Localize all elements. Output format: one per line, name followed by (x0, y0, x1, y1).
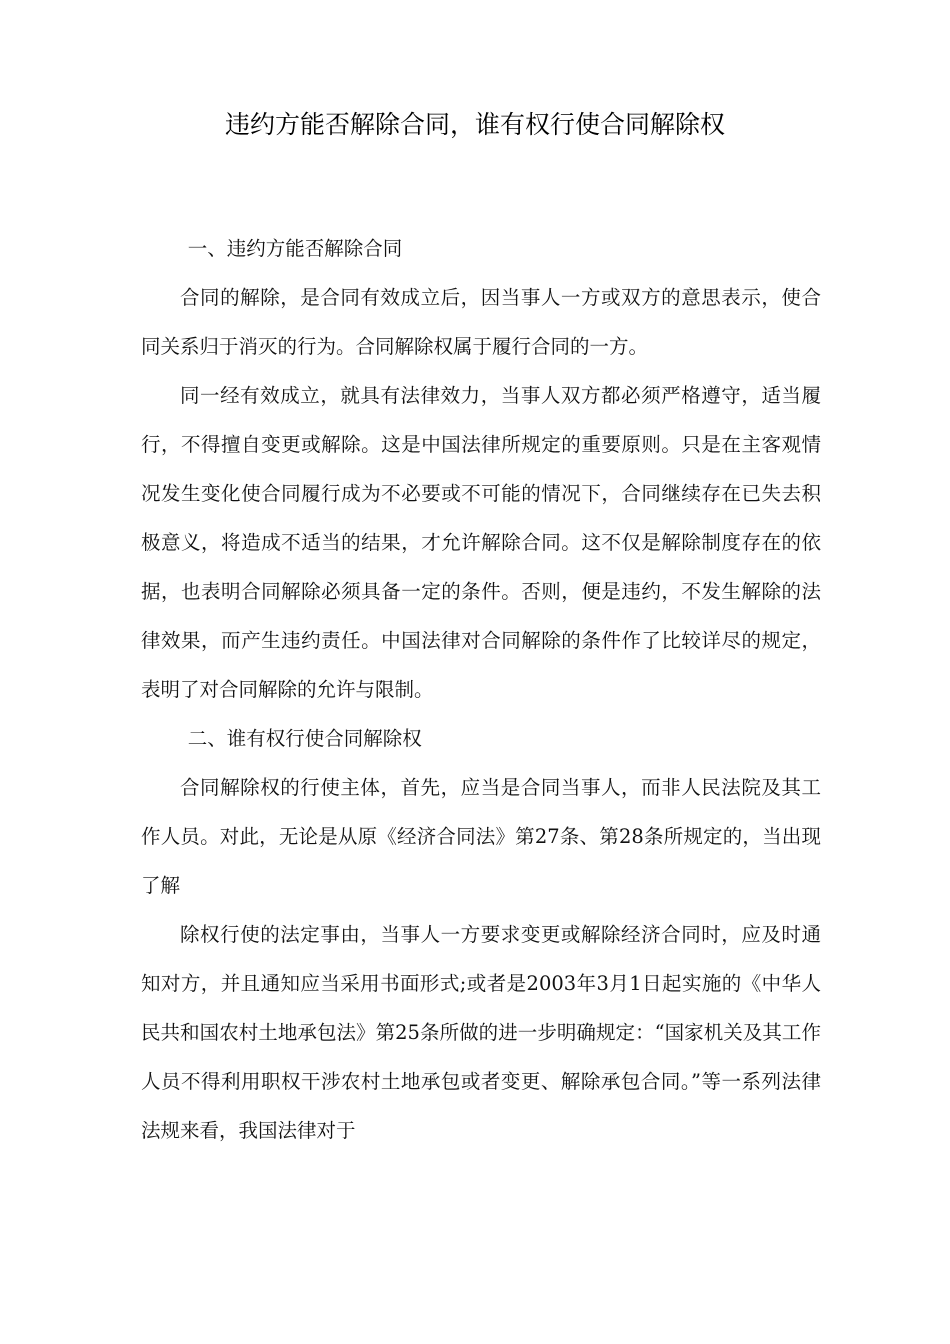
section-heading-1: 一、违约方能否解除合同 (187, 237, 403, 260)
paragraph-2: 同一经有效成立，就具有法律效力，当事人双方都必须严格遵守，适当履行，不得擅自变更或解除。这是中国法律所规定的重要原则。只是在主客观情况发生变化使合同履行成为不必要或不可能的情况下，合同继续存在已失去积极意义，将造成不适当的结果，才允许解除合同。这不仅是解除制度存在的依据，也表明合同解除必须具备一定的条件。否则，便是违约，不发生解除的法律效果，而产生违约责任。中国法律对合同解除的条件作了比较详尽的规定，表明了对合同解除的允许与限制。 (141, 384, 821, 701)
document-title: 违约方能否解除合同，谁有权行使合同解除权 (224, 110, 725, 139)
section-heading-2: 二、谁有权行使合同解除权 (187, 727, 422, 750)
document-body (141, 224, 821, 1155)
paragraph-3: 合同解除权的行使主体，首先，应当是合同当事人，而非人民法院及其工作人员。对此，无论是从原《经济合同法》第27条、第28条所规定的，当出现了解 (141, 776, 821, 897)
paragraph-1: 合同的解除，是合同有效成立后，因当事人一方或双方的意思表示，使合同关系归于消灭的行为。合同解除权属于履行合同的一方。 (141, 286, 821, 358)
paragraph-4: 除权行使的法定事由，当事人一方要求变更或解除经济合同时，应及时通知对方，并且通知应当采用书面形式;或者是2003年3月1日起实施的《中华人民共和国农村土地承包法》第25条所做的进一步明确规定：“国家机关及其工作人员不得利用职权干涉农村土地承包或者变更、解除承包合同。”等一系列法律法规来看，我国法律对于 (141, 923, 821, 1142)
